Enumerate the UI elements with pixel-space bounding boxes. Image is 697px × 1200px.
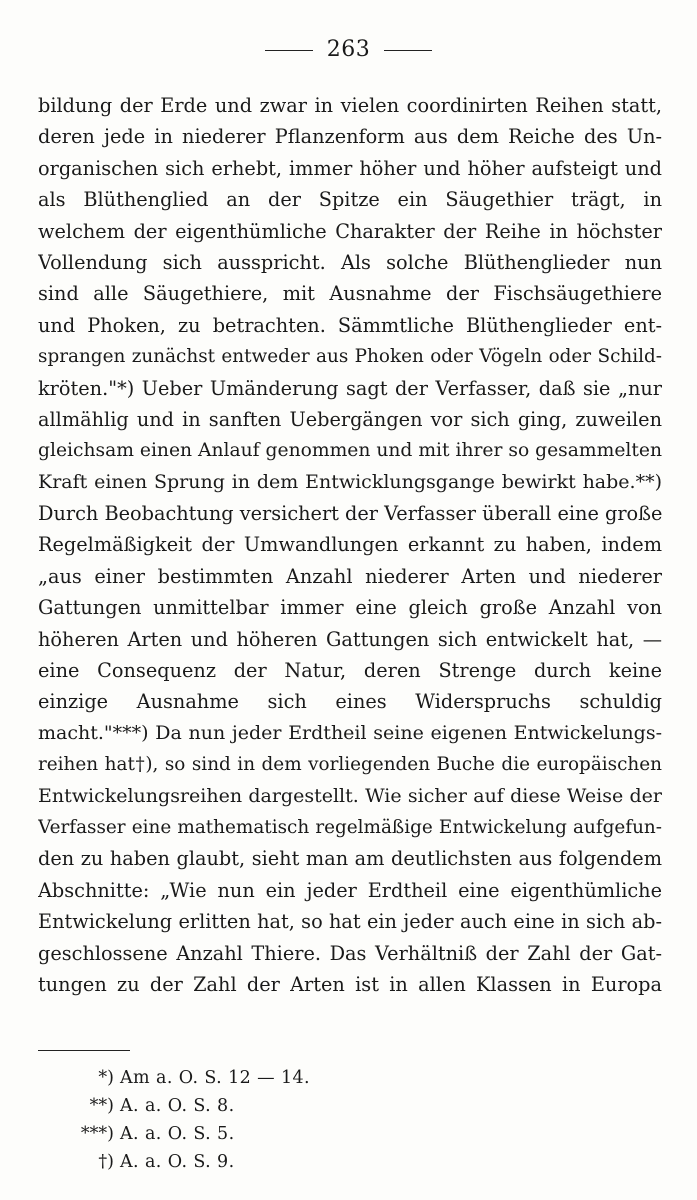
text-line: geschlossene Anzahl Thiere. Das Verhältniß der Zahl der Gat- — [38, 941, 662, 965]
text-line: welchem der eigenthümliche Charakter der Reihe in höchster — [38, 219, 662, 243]
footnote-mark: **) — [89, 1096, 114, 1116]
text-line: macht."***) Da nun jeder Erdtheil seine eigenen Entwickelungs- — [38, 721, 662, 744]
text-line: „aus einer bestimmten Anzahl niederer Arten und niederer — [38, 564, 662, 588]
text-line: bildung der Erde und zwar in vielen coordinirten Reihen statt, — [38, 94, 662, 117]
text-line: Entwickelungsreihen dargestellt. Wie sicher auf diese Weise der — [38, 784, 662, 807]
text-line: Regelmäßigkeit der Umwandlungen erkannt zu haben, indem — [38, 533, 662, 557]
text-line: deren jede in niederer Pflanzenform aus dem Reiche des Un- — [38, 125, 662, 149]
footnote-divider — [38, 1050, 130, 1051]
footnote-mark: *) — [98, 1068, 114, 1088]
text-line: einzige Ausnahme sich eines Widerspruchs schuldig — [38, 690, 662, 714]
footnote-text: A. a. O. S. 5. — [120, 1124, 235, 1144]
text-line: Verfasser eine mathematisch regelmäßige Entwickelung aufgefun- — [38, 816, 662, 838]
text-line: Abschnitte: „Wie nun ein jeder Erdtheil eine eigenthümliche — [38, 878, 662, 902]
text-line: Gattungen unmittelbar immer eine gleich große Anzahl von — [38, 596, 662, 620]
text-line: gleichsam einen Anlauf genommen und mit ihrer so gesammelten — [38, 440, 662, 462]
text-line: eine Consequenz der Natur, deren Strenge durch keine — [38, 659, 662, 683]
header-rule-right — [384, 50, 432, 51]
footnote — [38, 1064, 438, 1092]
text-line: kröten."*) Ueber Umänderung sagt der Verfasser, daß sie „nur — [38, 376, 662, 400]
footnote — [38, 1120, 438, 1148]
text-line: Durch Beobachtung versichert der Verfasser überall eine große — [38, 502, 662, 526]
footnote-mark: ***) — [80, 1124, 114, 1144]
footnotes — [38, 1064, 438, 1176]
page-header — [0, 36, 697, 64]
text-line: und Phoken, zu betrachten. Sämmtliche Blüthenglieder ent- — [38, 313, 662, 337]
text-line: den zu haben glaubt, sieht man am deutlichsten aus folgendem — [38, 847, 662, 871]
text-line: als Blüthenglied an der Spitze ein Säugethier trägt, in — [38, 188, 662, 212]
page-number: 263 — [326, 37, 371, 62]
footnote — [38, 1092, 438, 1120]
footnote-text: A. a. O. S. 8. — [120, 1096, 235, 1116]
text-line: reihen hat†), so sind in dem vorliegenden Buche die europäischen — [38, 754, 662, 776]
text-line: tungen zu der Zahl der Arten ist in allen Klassen in Europa — [38, 972, 662, 996]
text-line: organischen sich erhebt, immer höher und höher aufsteigt und — [38, 156, 662, 180]
body-text — [38, 90, 662, 1000]
text-line: Kraft einen Sprung in dem Entwicklungsgange bewirkt habe.**) — [38, 470, 662, 493]
header-rule-left — [265, 50, 313, 51]
footnote-text: A. a. O. S. 9. — [120, 1152, 235, 1172]
footnote-mark: †) — [98, 1152, 114, 1172]
text-line: allmählig und in sanften Uebergängen vor sich ging, zuweilen — [38, 407, 662, 431]
text-line: Vollendung sich ausspricht. Als solche Blüthenglieder nun — [38, 250, 662, 274]
text-line: sprangen zunächst entweder aus Phoken oder Vögeln oder Schild- — [38, 346, 662, 368]
footnote-text: Am a. O. S. 12 — 14. — [120, 1068, 311, 1088]
text-line: Entwickelung erlitten hat, so hat ein jeder auch eine in sich ab- — [38, 910, 662, 934]
footnote — [38, 1148, 438, 1176]
text-line: höheren Arten und höheren Gattungen sich entwickelt hat, — — [38, 627, 662, 651]
text-line: sind alle Säugethiere, mit Ausnahme der Fischsäugethiere — [38, 282, 662, 306]
